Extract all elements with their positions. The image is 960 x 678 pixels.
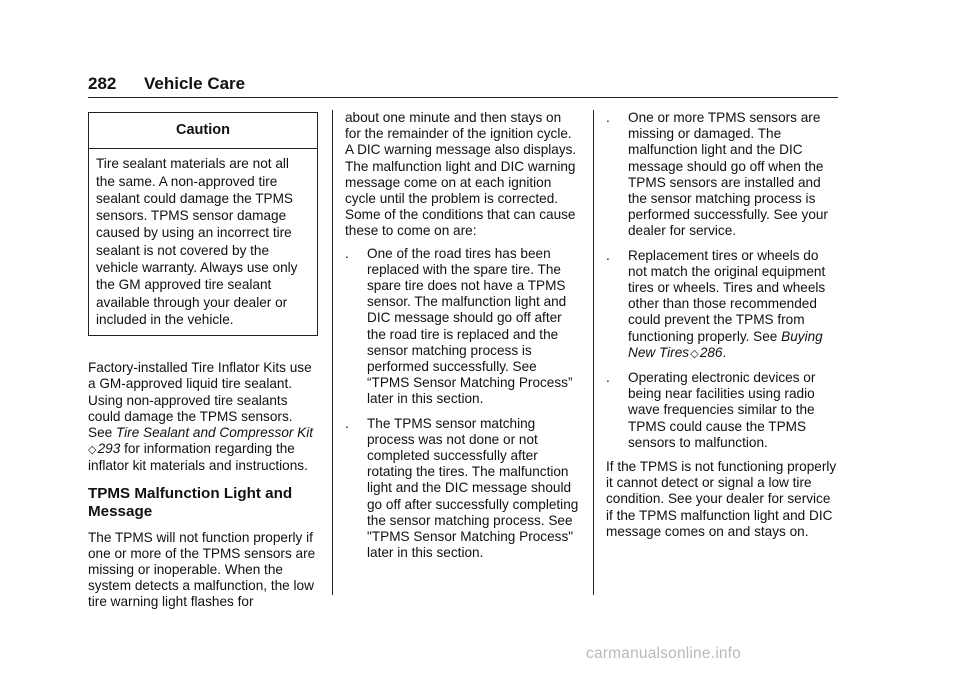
paragraph-tire-inflator — [88, 360, 318, 474]
watermark: carmanualsonline.info — [586, 645, 741, 662]
bullet-mark: . — [606, 110, 610, 125]
bullet-text: The TPMS sensor matching process was not done or not completed successfully after rotating the tires. The malfunction light and the DIC message should go off after successfully completing the sensor matching process. See "TPMS Sensor Matching Process" later in this section. — [367, 415, 579, 561]
caution-text: Tire sealant materials are not all the same. A non-approved tire sealant could damage the TPMS sensors. TPMS sensor damage caused by using an incorrect tire sealant is not covered by the vehicle warranty. Always use only the GM approved tire sealant available through your dealer or included in the vehicle. — [96, 156, 298, 327]
bullet-text: One of the road tires has been replaced with the spare tire. The spare tire does not have a TPMS sensor. The malfunction light and DIC message should go off after the road tire is replaced and the sensor matching process is performed successfully. See “TPMS Sensor Matching Process” later in this section. — [367, 245, 573, 407]
bullet-mark: . — [606, 247, 610, 263]
column-divider-1 — [332, 110, 333, 595]
list-item — [606, 370, 838, 451]
text-run: for information regarding the inflator kit materials and instructions. — [88, 441, 308, 474]
page-ref-286[interactable]: 286 — [699, 344, 723, 360]
text-run: . — [722, 344, 727, 360]
page-ref-icon: ◇ — [88, 444, 97, 457]
caution-box — [88, 112, 318, 336]
bullet-mark: . — [345, 415, 349, 431]
column-divider-2 — [593, 110, 594, 595]
bullet-mark: . — [345, 245, 349, 261]
section-title: Vehicle Care — [144, 74, 246, 93]
list-item — [345, 246, 579, 408]
bullet-text: One or more TPMS sensors are missing or damaged. The malfunction light and the DIC message should go off when the TPMS sensors are installed and the sensor matching process is performed successfully. See your dealer for service. — [628, 110, 828, 239]
heading-malfunction: TPMS Malfunction Light and Message — [88, 484, 293, 521]
page-ref-293[interactable]: 293 — [97, 441, 121, 457]
caution-title: Caution — [89, 113, 317, 149]
link-tire-sealant-kit[interactable]: Tire Sealant and Compressor Kit — [115, 424, 314, 440]
page-number: 282 — [88, 74, 117, 93]
bullet-mark: . — [606, 370, 610, 386]
column-3 — [606, 110, 838, 540]
paragraph-continued: about one minute and then stays on for the remainder of the ignition cycle. A DIC warning message also displays. The malfunction light and DIC warning message come on at each ignition cycle until the problem is corrected. Some of the conditions that can cause these to come on are: — [345, 110, 577, 239]
page-header — [88, 74, 245, 94]
text-run: Replacement tires or wheels do not match the original equipment tires or wheels. Tires and wheels other than those recommended could prevent the TPMS from functioning properly. See — [628, 247, 826, 344]
column-2 — [345, 110, 579, 561]
column-1 — [88, 110, 318, 611]
list-item — [345, 416, 579, 562]
link-buying-new-tires[interactable]: Buying New Tires — [628, 328, 823, 360]
paragraph-not-functioning: If the TPMS is not functioning properly it cannot detect or signal a low tire condition. See your dealer for service if the TPMS malfunction light and DIC message comes on and stays on. — [606, 459, 837, 539]
text-run: Factory-installed Tire Inflator Kits use a GM-approved liquid tire sealant. Using non-approved tire sealants could damage the TPMS sensors. See — [88, 360, 312, 440]
paragraph-malfunction: The TPMS will not function properly if one or more of the TPMS sensors are missing or inoperable. When the system detects a malfunction, the low tire warning light flashes for — [88, 529, 316, 610]
bullet-text — [628, 248, 825, 360]
list-item — [606, 248, 838, 362]
bullet-text: Operating electronic devices or being near facilities using radio wave frequencies similar to the TPMS could cause the TPMS sensors to malfunction. — [628, 370, 816, 450]
list-item — [606, 110, 838, 240]
page-ref-icon: ◇ — [690, 347, 699, 360]
header-rule — [88, 97, 838, 98]
